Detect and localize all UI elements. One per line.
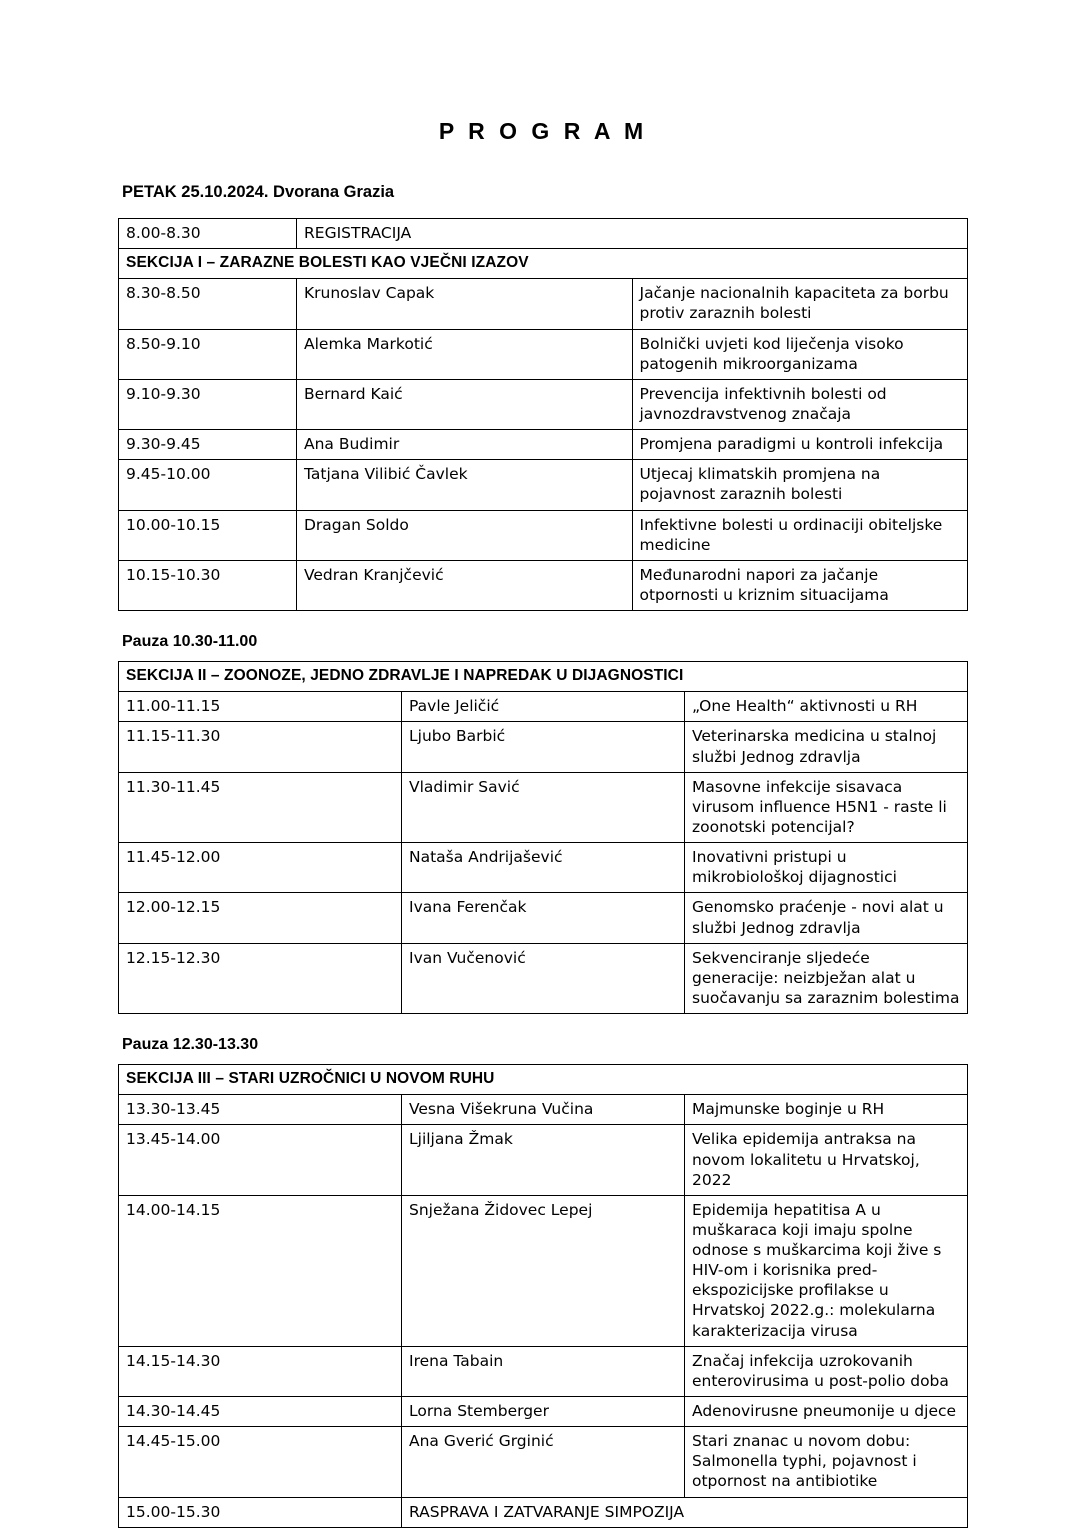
section-header-row (119, 249, 968, 279)
cell-time: 13.45-14.00 (119, 1125, 402, 1195)
table-row (119, 772, 968, 842)
break-heading-2: Pauza 12.30-13.30 (122, 1036, 259, 1054)
section-title: SEKCIJA II – ZOONOZE, JEDNO ZDRAVLJE I NAPREDAK U DIJAGNOSTICI (119, 662, 968, 692)
cell-time: 13.30-13.45 (119, 1095, 402, 1125)
cell-time: 8.50-9.10 (119, 329, 297, 379)
table-row (119, 279, 968, 329)
section-title: SEKCIJA III – STARI UZROČNICI U NOVOM RUHU (119, 1065, 968, 1095)
cell-time: 8.30-8.50 (119, 279, 297, 329)
cell-speaker: Vesna Višekruna Vučina (402, 1095, 685, 1125)
cell-time: 10.00-10.15 (119, 510, 297, 560)
program-table-session-1 (118, 218, 968, 611)
cell-speaker: Vladimir Savić (402, 772, 685, 842)
cell-topic: Inovativni pristupi u mikrobiološkoj dijagnostici (685, 843, 968, 893)
cell-time: 11.00-11.15 (119, 692, 402, 722)
cell-speaker: Vedran Kranjčević (297, 560, 633, 610)
cell-topic: Stari znanac u novom dobu: Salmonella typhi, pojavnost i otpornost na antibiotike (685, 1427, 968, 1497)
cell-time: 11.15-11.30 (119, 722, 402, 772)
table-row (119, 460, 968, 510)
table-row (119, 1346, 968, 1396)
cell-topic: Sekvenciranje sljedeće generacije: neizbježan alat u suočavanju sa zaraznim bolestima (685, 943, 968, 1013)
cell-time: 12.00-12.15 (119, 893, 402, 943)
cell-speaker: Nataša Andrijašević (402, 843, 685, 893)
cell-speaker: Ana Gverić Grginić (402, 1427, 685, 1497)
cell-topic: Veterinarska medicina u stalnoj službi Jednog zdravlja (685, 722, 968, 772)
table-row (119, 1125, 968, 1195)
cell-speaker: Krunoslav Capak (297, 279, 633, 329)
cell-time: 15.00-15.30 (119, 1497, 402, 1527)
table-row (119, 1397, 968, 1427)
cell-topic: Značaj infekcija uzrokovanih enterovirusima u post-polio doba (685, 1346, 968, 1396)
table-row (119, 692, 968, 722)
cell-time: 11.45-12.00 (119, 843, 402, 893)
table-row (119, 943, 968, 1013)
cell-topic: Prevencija infektivnih bolesti od javnozdravstvenog značaja (632, 379, 968, 429)
section-header-row (119, 662, 968, 692)
table-row (119, 722, 968, 772)
cell-speaker: RASPRAVA I ZATVARANJE SIMPOZIJA (402, 1497, 968, 1527)
table-row (119, 560, 968, 610)
cell-time: 9.45-10.00 (119, 460, 297, 510)
break-heading-1: Pauza 10.30-11.00 (122, 633, 258, 651)
cell-speaker: Tatjana Vilibić Čavlek (297, 460, 633, 510)
cell-speaker: Ivan Vučenović (402, 943, 685, 1013)
section-title: SEKCIJA I – ZARAZNE BOLESTI KAO VJEČNI IZAZOV (119, 249, 968, 279)
cell-time: 14.30-14.45 (119, 1397, 402, 1427)
table-row (119, 1095, 968, 1125)
cell-speaker: REGISTRACIJA (297, 219, 968, 249)
cell-speaker: Ljiljana Žmak (402, 1125, 685, 1195)
cell-speaker: Ana Budimir (297, 430, 633, 460)
cell-time: 14.15-14.30 (119, 1346, 402, 1396)
cell-topic: Međunarodni napori za jačanje otpornosti u kriznim situacijama (632, 560, 968, 610)
cell-speaker: Irena Tabain (402, 1346, 685, 1396)
table-row (119, 329, 968, 379)
cell-topic: Promjena paradigmi u kontroli infekcija (632, 430, 968, 460)
page-title: P R O G R A M (438, 118, 648, 144)
table-row (119, 1427, 968, 1497)
cell-topic: Utjecaj klimatskih promjena na pojavnost zaraznih bolesti (632, 460, 968, 510)
cell-topic: Bolnički uvjeti kod liječenja visoko patogenih mikroorganizama (632, 329, 968, 379)
cell-topic: Masovne infekcije sisavaca virusom influence H5N1 - raste li zoonotski potencijal? (685, 772, 968, 842)
cell-time: 11.30-11.45 (119, 772, 402, 842)
cell-speaker: Lorna Stemberger (402, 1397, 685, 1427)
cell-topic: Velika epidemija antraksa na novom lokalitetu u Hrvatskoj, 2022 (685, 1125, 968, 1195)
cell-time: 9.30-9.45 (119, 430, 297, 460)
cell-time: 14.00-14.15 (119, 1195, 402, 1346)
program-table-session-2 (118, 661, 968, 1014)
cell-speaker: Snježana Židovec Lepej (402, 1195, 685, 1346)
cell-speaker: Dragan Soldo (297, 510, 633, 560)
cell-topic: Genomsko praćenje - novi alat u službi Jednog zdravlja (685, 893, 968, 943)
cell-time: 8.00-8.30 (119, 219, 297, 249)
cell-speaker: Alemka Markotić (297, 329, 633, 379)
cell-topic: „One Health“ aktivnosti u RH (685, 692, 968, 722)
cell-topic: Infektivne bolesti u ordinaciji obiteljske medicine (632, 510, 968, 560)
cell-topic: Majmunske boginje u RH (685, 1095, 968, 1125)
table-row (119, 893, 968, 943)
table-row (119, 1195, 968, 1346)
cell-speaker: Ljubo Barbić (402, 722, 685, 772)
table-row (119, 510, 968, 560)
section-header-row (119, 1065, 968, 1095)
cell-time: 9.10-9.30 (119, 379, 297, 429)
table-row (119, 219, 968, 249)
table-row (119, 379, 968, 429)
cell-topic: Adenovirusne pneumonije u djece (685, 1397, 968, 1427)
cell-time: 10.15-10.30 (119, 560, 297, 610)
cell-speaker: Ivana Ferenčak (402, 893, 685, 943)
cell-time: 12.15-12.30 (119, 943, 402, 1013)
program-table-session-3 (118, 1064, 968, 1528)
cell-time: 14.45-15.00 (119, 1427, 402, 1497)
day-heading: PETAK 25.10.2024. Dvorana Grazia (122, 183, 395, 201)
cell-speaker: Pavle Jeličić (402, 692, 685, 722)
table-row (119, 1497, 968, 1527)
table-row (119, 843, 968, 893)
table-row (119, 430, 968, 460)
cell-speaker: Bernard Kaić (297, 379, 633, 429)
cell-topic: Epidemija hepatitisa A u muškaraca koji imaju spolne odnose s muškarcima koji žive s HIV-om i korisnika pred-ekspozicijske profilakse u Hrvatskoj 2022.g.: molekularna karakterizacija virusa (685, 1195, 968, 1346)
cell-topic: Jačanje nacionalnih kapaciteta za borbu protiv zaraznih bolesti (632, 279, 968, 329)
